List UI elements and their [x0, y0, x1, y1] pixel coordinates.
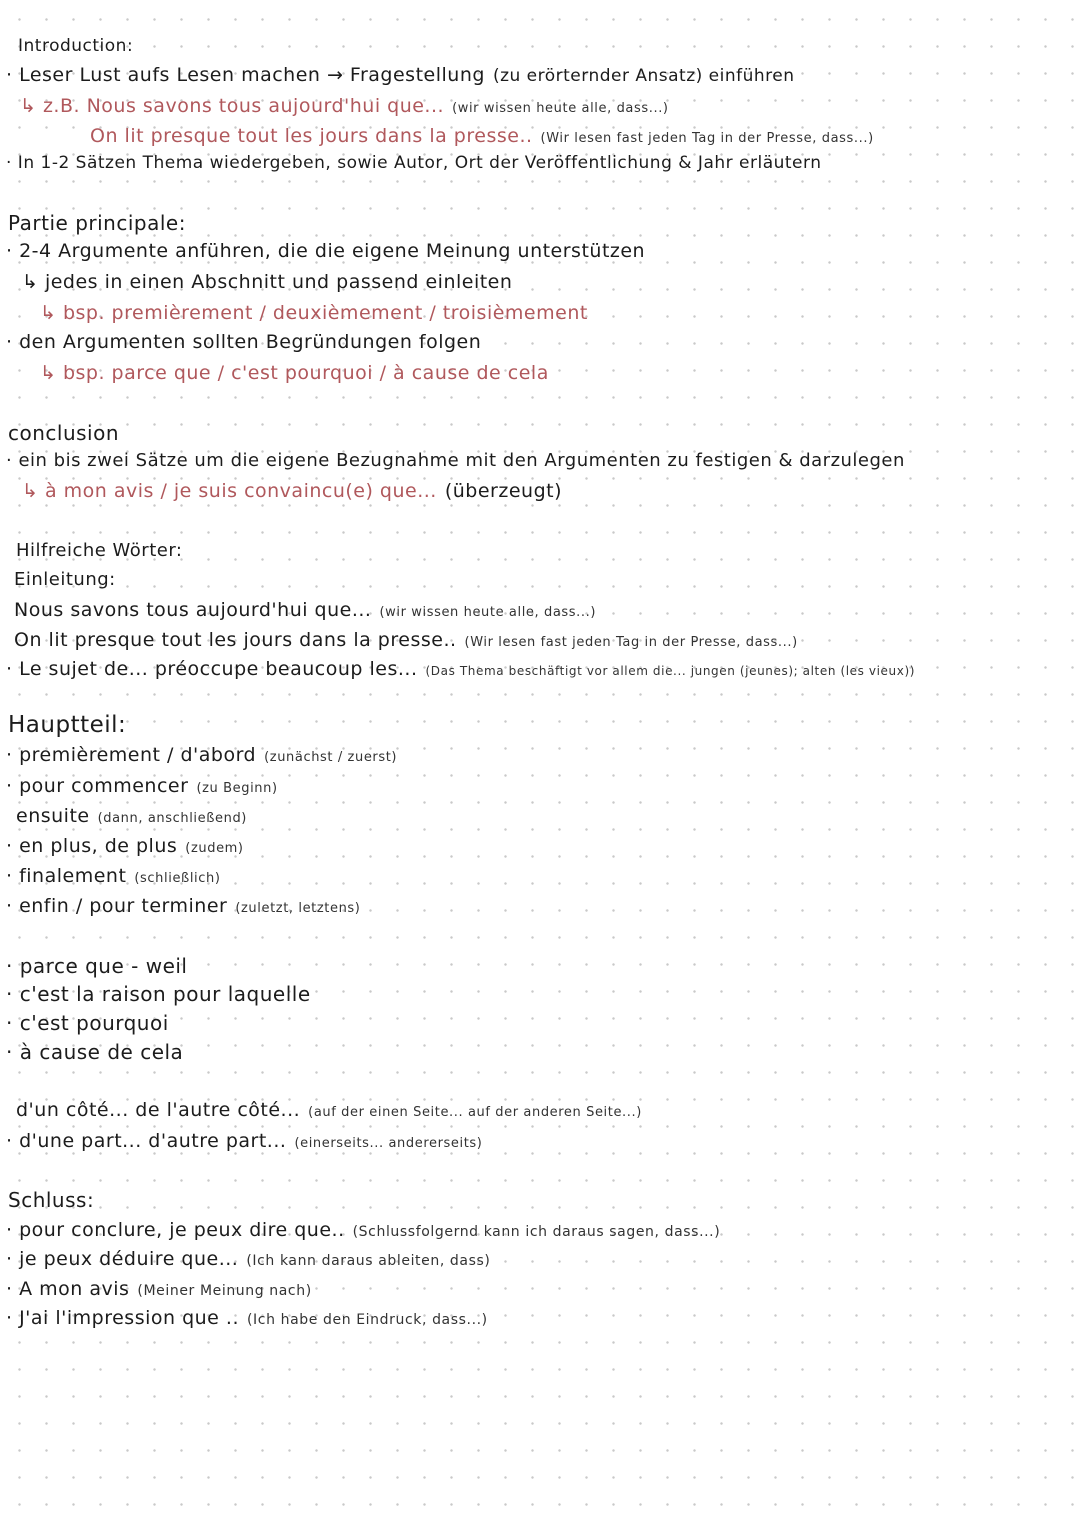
conclusion-line-2: [22, 482, 562, 501]
hauptteil-item-main: ensuite: [16, 805, 90, 827]
einleitung-line-3: [6, 660, 915, 679]
contrast-item-note: (einerseits... andererseits): [294, 1136, 483, 1151]
intro-line-2: [20, 97, 669, 116]
hilfreiche-heading: Hilfreiche Wörter:: [16, 540, 183, 561]
conclusion-line-2-note: (überzeugt): [444, 480, 562, 502]
hauptteil-item: [6, 746, 397, 765]
conclusion-heading: conclusion: [8, 421, 120, 445]
partie-line-3: ↳ bsp. premièrement / deuxièmement / troisièmement: [40, 302, 588, 324]
reason-item: · c'est la raison pour laquelle: [6, 982, 311, 1006]
hauptteil-item-note: (schließlich): [134, 871, 221, 886]
einleitung-line-2: [14, 631, 798, 650]
reason-item: · c'est pourquoi: [6, 1011, 169, 1035]
hauptteil-item-main: · pour commencer: [6, 775, 189, 797]
partie-line-2: ↳ jedes in einen Abschnitt und passend einleiten: [22, 271, 513, 293]
hauptteil-item: [6, 777, 278, 796]
einleitung-line-3-note: (Das Thema beschäftigt vor allem die... jungen (jeunes); alten (les vieux)): [425, 664, 916, 678]
schluss-item-note: (Ich habe den Eindruck, dass...): [247, 1312, 488, 1328]
contrast-item: [16, 1101, 642, 1120]
einleitung-subheading: Einleitung:: [14, 569, 116, 590]
schluss-heading: Schluss:: [8, 1188, 95, 1212]
partie-line-5: ↳ bsp. parce que / c'est pourquoi / à cause de cela: [40, 362, 549, 384]
contrast-item-main: d'un côté... de l'autre côté...: [16, 1099, 301, 1121]
schluss-item: [6, 1309, 488, 1328]
einleitung-line-2-main: On lit presque tout les jours dans la presse..: [14, 629, 457, 651]
schluss-item-note: (Ich kann daraus ableiten, dass): [246, 1253, 491, 1269]
einleitung-line-1-note: (wir wissen heute alle, dass...): [379, 605, 597, 620]
contrast-item: [6, 1132, 482, 1151]
hauptteil-item-main: · finalement: [6, 865, 127, 887]
conclusion-line-1: · ein bis zwei Sätze um die eigene Bezugnahme mit den Argumenten zu festigen & darzulegen: [6, 450, 905, 471]
intro-line-1-main: · Leser Lust aufs Lesen machen → Fragestellung: [6, 64, 485, 86]
introduction-heading: Introduction:: [18, 36, 134, 56]
hauptteil-heading: Hauptteil:: [8, 712, 127, 738]
einleitung-line-3-main: · Le sujet de... préoccupe beaucoup les...: [6, 658, 418, 680]
intro-line-3: [90, 127, 874, 146]
intro-line-2-main: ↳ z.B. Nous savons tous aujourd'hui que...: [20, 95, 445, 117]
hauptteil-item-note: (zu Beginn): [196, 781, 278, 796]
schluss-item-main: · pour conclure, je peux dire que..: [6, 1219, 345, 1241]
contrast-item-note: (auf der einen Seite... auf der anderen Seite...): [308, 1105, 642, 1120]
hauptteil-item-note: (zudem): [185, 841, 244, 856]
reason-item: · parce que - weil: [6, 954, 188, 978]
hauptteil-item: [6, 897, 360, 916]
hauptteil-item-main: · enfin / pour terminer: [6, 895, 228, 917]
einleitung-line-1: [14, 601, 596, 620]
conclusion-line-2-main: ↳ à mon avis / je suis convaincu(e) que...: [22, 480, 437, 502]
intro-line-3-main: On lit presque tout les jours dans la presse..: [90, 125, 533, 147]
intro-line-1-note: (zu erörternder Ansatz) einführen: [492, 66, 795, 86]
hauptteil-item: [6, 867, 221, 886]
intro-line-1: [6, 66, 795, 85]
partie-heading: Partie principale:: [8, 211, 186, 235]
hauptteil-item-main: · premièrement / d'abord: [6, 744, 257, 766]
schluss-item-main: · J'ai l'impression que ..: [6, 1307, 239, 1329]
schluss-item-main: · A mon avis: [6, 1278, 130, 1300]
partie-line-1: · 2-4 Argumente anführen, die die eigene Meinung unterstützen: [6, 240, 646, 262]
schluss-item: [6, 1221, 720, 1240]
hauptteil-item-note: (zuletzt, letztens): [235, 901, 361, 916]
hauptteil-item-main: · en plus, de plus: [6, 835, 178, 857]
hauptteil-item: [6, 837, 244, 856]
intro-line-2-note: (wir wissen heute alle, dass...): [452, 101, 669, 116]
schluss-item: [6, 1280, 312, 1299]
einleitung-line-1-main: Nous savons tous aujourd'hui que...: [14, 599, 372, 621]
hauptteil-item-note: (dann, anschließend): [97, 811, 247, 826]
partie-line-4: · den Argumenten sollten Begründungen folgen: [6, 331, 482, 353]
schluss-item-main: · je peux déduire que...: [6, 1248, 239, 1270]
intro-line-4: · In 1-2 Sätzen Thema wiedergeben, sowie Autor, Ort der Veröffentlichung & Jahr erläutern: [6, 153, 822, 173]
einleitung-line-2-note: (Wir lesen fast jeden Tag in der Presse, dass...): [464, 635, 798, 650]
intro-line-3-note: (Wir lesen fast jeden Tag in der Presse, dass...): [540, 131, 874, 146]
hauptteil-item: [16, 807, 247, 826]
contrast-item-main: · d'une part... d'autre part...: [6, 1130, 287, 1152]
schluss-item-note: (Schlussfolgernd kann ich daraus sagen, dass...): [352, 1224, 721, 1240]
schluss-item-note: (Meiner Meinung nach): [137, 1283, 312, 1299]
hauptteil-item-note: (zunächst / zuerst): [264, 750, 398, 765]
schluss-item: [6, 1250, 490, 1269]
reason-item: · à cause de cela: [6, 1040, 184, 1064]
